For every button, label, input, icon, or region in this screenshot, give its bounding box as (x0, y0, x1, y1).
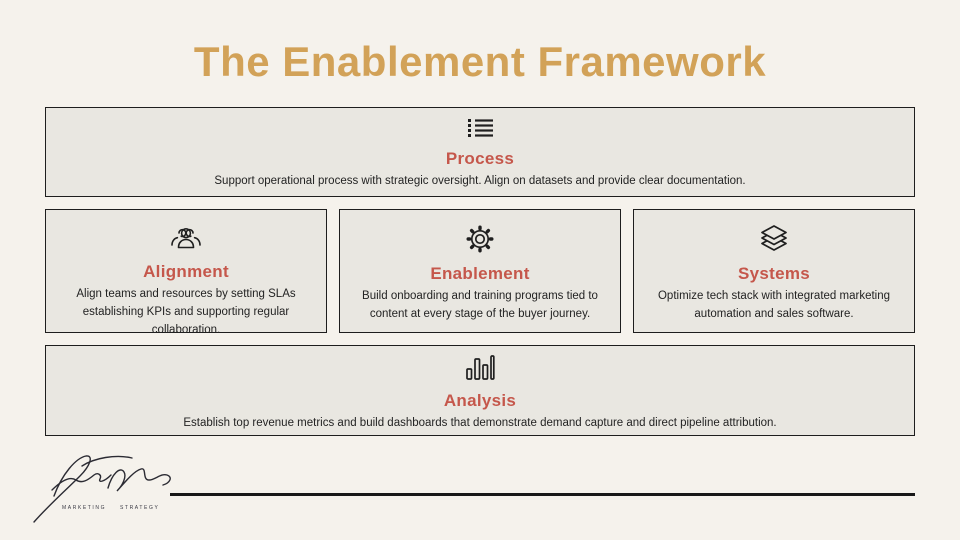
signature-word-strategy: STRATEGY (120, 505, 160, 511)
layers-icon (758, 224, 790, 259)
gear-icon (465, 224, 495, 259)
card-enablement (339, 209, 621, 333)
card-enablement-description: Build onboarding and training programs tied to content at every stage of the buyer journey. (362, 290, 598, 320)
card-analysis (45, 345, 915, 436)
bar-chart-icon (465, 354, 495, 386)
signature (24, 446, 199, 532)
card-process (45, 107, 915, 197)
card-enablement-title: Enablement (430, 264, 530, 283)
card-alignment (45, 209, 327, 336)
card-alignment-title: Alignment (143, 262, 229, 281)
card-systems-title: Systems (737, 264, 811, 283)
card-systems (633, 209, 915, 333)
card-systems-description: Optimize tech stack with integrated marketing automation and sales software. (657, 290, 891, 320)
footer-rule (170, 493, 915, 496)
page-title: The Enablement Framework (193, 38, 767, 85)
signature-word-marketing: MARKETING (62, 505, 107, 511)
people-group-icon (170, 224, 202, 257)
list-icon (467, 117, 493, 144)
card-analysis-title: Analysis (443, 391, 517, 410)
card-alignment-description: Align teams and resources by setting SLAs establishing KPIs and supporting regular collaboration. (76, 288, 296, 336)
card-analysis-description: Establish top revenue metrics and build dashboards that demonstrate demand capture and direct pipeline attribution. (183, 417, 777, 429)
card-process-description: Support operational process with strategic oversight. Align on datasets and provide clear documentation. (214, 175, 746, 187)
card-process-title: Process (445, 149, 515, 168)
